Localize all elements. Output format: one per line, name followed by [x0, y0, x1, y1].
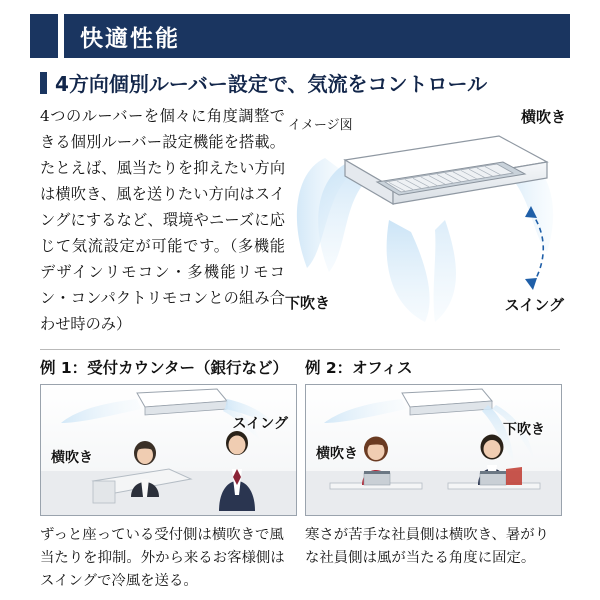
lead-paragraph: 4つのルーバーを個々に角度調整できる個別ルーバー設定機能を搭載。たとえば、風当たりを抑えたい方向は横吹き、風を送りたい方向はスイングにするなど、環境やニーズに応じて気流設定が可能です。（多機能デザインリモコン・多機能リモコン・コンパクトリモコンとの組み合わせ時のみ）: [40, 107, 285, 333]
example-2-label-left: 横吹き: [316, 446, 358, 462]
label-side-blow: 横吹き: [520, 108, 566, 126]
label-down-blow: 下吹き: [285, 294, 331, 312]
example-1-photo: [40, 384, 297, 516]
example-2: [305, 356, 560, 570]
example-1-title: 例 1：受付カウンター（銀行など）: [40, 359, 289, 377]
header-accent-bar: [58, 14, 64, 58]
example-1-label-right: スイング: [232, 416, 288, 432]
page-title: 快適性能: [80, 25, 180, 52]
illustration-caption: イメージ図: [288, 118, 353, 133]
section-divider: [40, 349, 560, 350]
example-2-title: 例 2：オフィス: [305, 359, 413, 377]
example-2-caption: 寒さが苦手な社員側は横吹き、暑がりな社員側は風が当たる角度に固定。: [305, 527, 550, 566]
airflow-illustration: [285, 100, 570, 340]
example-1-caption: ずっと座っている受付側は横吹きで風当たりを抑制。外から来るお客様側はスイングで冷風を送る。: [40, 527, 285, 589]
example-2-label-right: 下吹き: [503, 422, 545, 438]
label-swing: スイング: [504, 296, 564, 314]
example-1: [40, 356, 295, 593]
subtitle-row: [40, 68, 487, 97]
subtitle-accent-tick: [40, 72, 47, 94]
subtitle-text: 4方向個別ルーバー設定で、気流をコントロール: [55, 72, 488, 96]
example-1-label-left: 横吹き: [51, 450, 93, 466]
example-2-photo: [305, 384, 562, 516]
section-header-band: [30, 14, 570, 58]
